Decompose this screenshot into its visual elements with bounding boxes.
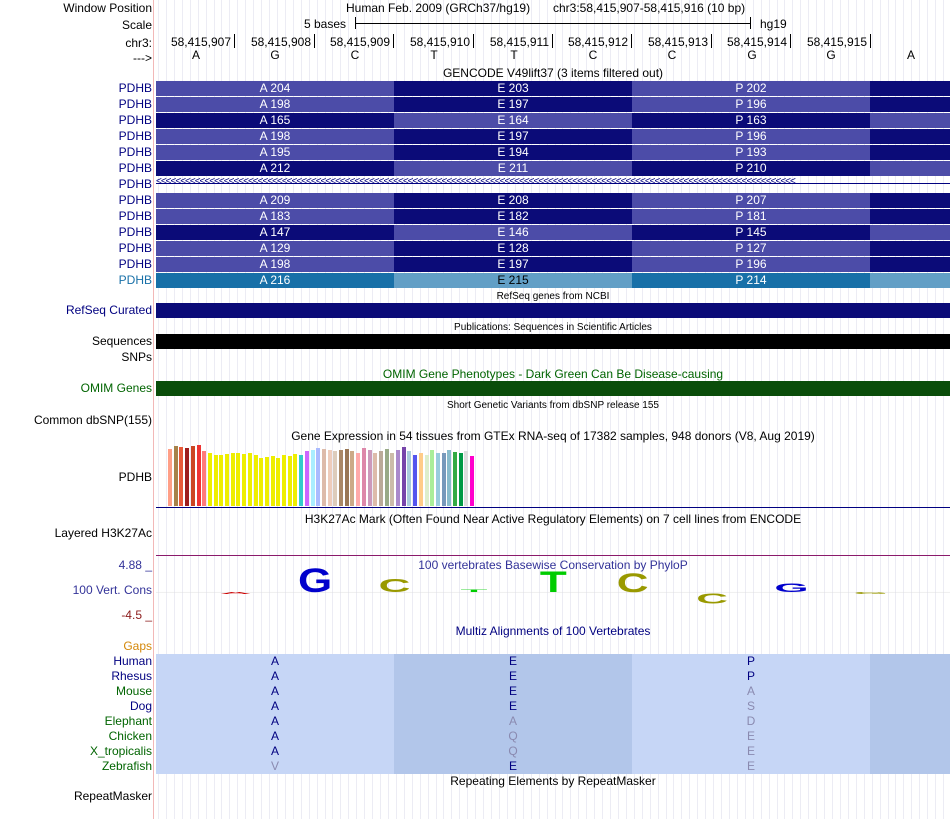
- gtex-baseline: [156, 507, 950, 508]
- gtex-tissue-bar[interactable]: [179, 447, 183, 506]
- gtex-tissue-bar[interactable]: [236, 453, 240, 506]
- alignment-block[interactable]: [870, 654, 950, 669]
- aligned-amino-acid: E: [508, 684, 517, 698]
- gtex-tissue-bar[interactable]: [447, 450, 451, 506]
- dna-base: G: [826, 48, 836, 62]
- gtex-tissue-bar[interactable]: [402, 447, 406, 506]
- amino-acid-label: E 128: [497, 241, 529, 255]
- phylop-label[interactable]: 100 Vert. Cons: [72, 583, 152, 597]
- phylop-logo[interactable]: [156, 562, 950, 620]
- gtex-tissue-bar[interactable]: [259, 458, 263, 506]
- repeatmasker-label[interactable]: RepeatMasker: [73, 789, 152, 803]
- scale-label: Scale: [121, 18, 152, 32]
- amino-acid-label: A 209: [259, 193, 291, 207]
- scale-text: 5 bases: [304, 17, 347, 31]
- amino-acid-label: E 182: [497, 209, 529, 223]
- amino-acid-label: P 163: [735, 113, 767, 127]
- aligned-amino-acid: A: [270, 744, 279, 758]
- gtex-tissue-bar[interactable]: [214, 455, 218, 506]
- ruler-coordinate: 58,415,912: [567, 35, 628, 49]
- amino-acid-label: P 207: [735, 193, 767, 207]
- amino-acid-label: E 197: [497, 257, 529, 271]
- aligned-amino-acid: P: [746, 654, 755, 668]
- scale-bar-right-cap: [750, 17, 751, 29]
- codon-segment: [870, 97, 950, 112]
- gencode-transcript-bar[interactable]: [156, 241, 950, 256]
- gtex-tissue-bar[interactable]: [254, 455, 258, 506]
- amino-acid-label: E 197: [497, 129, 529, 143]
- dna-base: C: [350, 48, 360, 62]
- omim-label[interactable]: OMIM Genes: [80, 381, 152, 395]
- scale-bar: [355, 23, 751, 24]
- dbsnp-track-title[interactable]: Short Genetic Variants from dbSNP release 155: [447, 400, 659, 411]
- aligned-amino-acid: A: [270, 654, 279, 668]
- species-label[interactable]: Mouse: [115, 684, 152, 698]
- aligned-amino-acid: E: [508, 654, 517, 668]
- amino-acid-label: A 198: [259, 97, 291, 111]
- gtex-tissue-bar[interactable]: [459, 453, 463, 506]
- window-position-label: Window Position: [63, 1, 152, 15]
- species-label[interactable]: Rhesus: [111, 669, 152, 683]
- aligned-amino-acid: P: [746, 669, 755, 683]
- gtex-tissue-bar[interactable]: [276, 458, 280, 506]
- gtex-tissue-bar[interactable]: [379, 451, 383, 506]
- omim-track-title[interactable]: OMIM Gene Phenotypes - Dark Green Can Be Disease-causing: [382, 367, 724, 381]
- gtex-tissue-bar[interactable]: [231, 453, 235, 506]
- publications-label[interactable]: Sequences: [91, 334, 152, 348]
- alignment-block[interactable]: [870, 684, 950, 699]
- amino-acid-label: P 145: [735, 225, 767, 239]
- phylop-ymax: 4.88 _: [118, 558, 152, 572]
- aligned-amino-acid: A: [270, 684, 279, 698]
- phylop-letter: T: [460, 589, 488, 593]
- alignment-block[interactable]: [870, 699, 950, 714]
- gtex-tissue-bar[interactable]: [385, 449, 389, 506]
- multiz-track-title[interactable]: Multiz Alignments of 100 Vertebrates: [455, 624, 651, 638]
- dna-base: G: [270, 48, 280, 62]
- gtex-tissue-bar[interactable]: [299, 455, 303, 506]
- amino-acid-label: P 196: [735, 257, 767, 271]
- gtex-tissue-bar[interactable]: [453, 452, 457, 506]
- h3k27ac-track-title[interactable]: H3K27Ac Mark (Often Found Near Active Regulatory Elements) on 7 cell lines from ENCODE: [304, 512, 802, 526]
- amino-acid-label: P 193: [735, 145, 767, 159]
- gtex-tissue-bar[interactable]: [470, 456, 474, 506]
- ruler-coordinate: 58,415,914: [726, 35, 787, 49]
- amino-acid-label: P 181: [735, 209, 767, 223]
- amino-acid-label: A 198: [259, 257, 291, 271]
- species-label[interactable]: Human: [113, 654, 152, 668]
- gtex-tissue-bar[interactable]: [356, 453, 360, 506]
- gencode-intron-row[interactable]: [156, 177, 950, 191]
- assembly-text[interactable]: Human Feb. 2009 (GRCh37/hg19): [346, 1, 531, 15]
- gencode-transcript-bar[interactable]: [156, 129, 950, 144]
- amino-acid-label: E 194: [497, 145, 529, 159]
- gtex-tissue-bar[interactable]: [413, 455, 417, 506]
- phylop-letter: T: [539, 565, 567, 599]
- gtex-tissue-bar[interactable]: [311, 450, 315, 506]
- amino-acid-label: E 215: [497, 273, 529, 287]
- gtex-tissue-bar[interactable]: [464, 451, 468, 506]
- h3k27ac-label[interactable]: Layered H3K27Ac: [54, 526, 152, 540]
- gtex-tissue-bar[interactable]: [288, 456, 292, 506]
- amino-acid-label: P 196: [735, 97, 767, 111]
- amino-acid-label: E 208: [497, 193, 529, 207]
- db-label: hg19: [760, 17, 787, 31]
- dna-base: T: [510, 48, 518, 62]
- ruler-tick: [870, 34, 871, 48]
- ruler-coordinate: 58,415,913: [647, 35, 708, 49]
- codon-segment: [870, 241, 950, 256]
- gtex-tissue-bar[interactable]: [390, 453, 394, 506]
- gencode-transcript-bar[interactable]: [156, 193, 950, 208]
- ruler-coordinate: 58,415,909: [329, 35, 390, 49]
- amino-acid-label: P 127: [735, 241, 767, 255]
- gtex-tissue-bar[interactable]: [333, 451, 337, 506]
- amino-acid-label: P 196: [735, 129, 767, 143]
- aligned-amino-acid: E: [508, 669, 517, 683]
- species-label[interactable]: X_tropicalis: [89, 744, 152, 758]
- gtex-tissue-bar[interactable]: [419, 453, 423, 506]
- amino-acid-label: A 204: [259, 81, 291, 95]
- gtex-tissue-bar[interactable]: [322, 449, 326, 506]
- dna-base: A: [191, 48, 200, 62]
- amino-acid-label: A 212: [259, 161, 291, 175]
- gtex-tissue-bar[interactable]: [362, 448, 366, 506]
- aligned-amino-acid: V: [270, 759, 279, 773]
- ruler-coordinate: 58,415,907: [170, 35, 231, 49]
- gtex-tissue-bar[interactable]: [168, 449, 172, 506]
- aligned-amino-acid: A: [270, 699, 279, 713]
- codon-segment: [870, 225, 950, 240]
- gtex-tissue-bar[interactable]: [271, 456, 275, 506]
- codon-segment: [870, 145, 950, 160]
- gtex-tissue-bar[interactable]: [225, 454, 229, 506]
- publications-track-title[interactable]: Publications: Sequences in Scientific Articles: [454, 322, 652, 333]
- amino-acid-label: A 165: [259, 113, 291, 127]
- dna-base: A: [906, 48, 915, 62]
- aligned-amino-acid: S: [746, 699, 755, 713]
- gencode-row-label[interactable]: PDHB: [118, 273, 152, 287]
- species-label[interactable]: Zebrafish: [101, 759, 152, 773]
- gencode-row-label[interactable]: PDHB: [118, 97, 152, 111]
- gtex-tissue-bar[interactable]: [373, 453, 377, 506]
- codon-segment: [870, 257, 950, 272]
- gencode-transcript-bar[interactable]: [156, 145, 950, 160]
- gencode-intron-label[interactable]: PDHB: [118, 177, 152, 191]
- omim-bar[interactable]: [156, 381, 950, 396]
- amino-acid-label: E 197: [497, 97, 529, 111]
- gencode-row-label[interactable]: PDHB: [118, 193, 152, 207]
- gencode-row-label[interactable]: PDHB: [118, 145, 152, 159]
- gtex-tissue-bar[interactable]: [350, 451, 354, 506]
- gencode-track-title[interactable]: GENCODE V49lift37 (3 items filtered out): [442, 66, 664, 80]
- phylop-letter: A: [219, 591, 252, 595]
- gtex-tissue-bar[interactable]: [185, 448, 189, 506]
- codon-segment: [870, 273, 950, 288]
- gencode-row-label[interactable]: PDHB: [118, 209, 152, 223]
- alignment-block[interactable]: [870, 669, 950, 684]
- gtex-tissue-bar[interactable]: [407, 451, 411, 506]
- gtex-tissue-bar[interactable]: [248, 453, 252, 506]
- amino-acid-label: A 216: [259, 273, 291, 287]
- gtex-tissue-bar[interactable]: [191, 446, 195, 506]
- gencode-transcript-bar[interactable]: [156, 113, 950, 128]
- phylop-letter: G: [774, 581, 809, 595]
- ruler-coordinate: 58,415,911: [489, 35, 549, 49]
- gtex-tissue-bar[interactable]: [208, 453, 212, 506]
- gencode-transcript-bar[interactable]: [156, 225, 950, 240]
- gtex-tissue-bar[interactable]: [430, 450, 434, 506]
- codon-segment: [870, 113, 950, 128]
- aligned-amino-acid: E: [508, 699, 517, 713]
- aligned-amino-acid: Q: [508, 729, 518, 743]
- gtex-tissue-bar[interactable]: [197, 445, 201, 506]
- phylop-track-title[interactable]: 100 vertebrates Basewise Conservation by PhyloP: [418, 558, 688, 572]
- dbsnp-label[interactable]: Common dbSNP(155): [33, 413, 152, 427]
- aligned-amino-acid: Q: [508, 744, 518, 758]
- ruler-coordinate: 58,415,915: [806, 35, 867, 49]
- amino-acid-label: A 147: [259, 225, 291, 239]
- gtex-tissue-bar[interactable]: [396, 450, 400, 506]
- aligned-amino-acid: E: [746, 759, 755, 773]
- gencode-row-label[interactable]: PDHB: [118, 241, 152, 255]
- gtex-tissue-bar[interactable]: [368, 450, 372, 506]
- codon-segment: [870, 209, 950, 224]
- gtex-bar-chart[interactable]: [168, 444, 538, 506]
- gencode-transcript-bar[interactable]: [156, 97, 950, 112]
- amino-acid-label: P 202: [735, 81, 767, 95]
- amino-acid-label: A 198: [259, 129, 291, 143]
- alignment-block[interactable]: [870, 714, 950, 729]
- snps-label[interactable]: SNPs: [121, 350, 152, 364]
- dna-base: T: [430, 48, 438, 62]
- gencode-row-label[interactable]: PDHB: [118, 81, 152, 95]
- amino-acid-label: A 129: [259, 241, 291, 255]
- gtex-tissue-bar[interactable]: [425, 455, 429, 506]
- aligned-amino-acid: A: [508, 714, 517, 728]
- refseq-gene-bar[interactable]: [156, 303, 950, 318]
- gtex-tissue-bar[interactable]: [305, 451, 309, 506]
- aligned-amino-acid: A: [270, 729, 279, 743]
- phylop-letter: G: [297, 562, 333, 601]
- amino-acid-label: E 164: [497, 113, 529, 127]
- aligned-amino-acid: D: [746, 714, 756, 728]
- codon-segment: [870, 161, 950, 176]
- aligned-amino-acid: E: [508, 759, 517, 773]
- aligned-amino-acid: E: [746, 744, 755, 758]
- species-label[interactable]: Elephant: [104, 714, 152, 728]
- codon-segment: [870, 129, 950, 144]
- amino-acid-label: A 195: [259, 145, 291, 159]
- chrom-label: chr3:: [125, 36, 152, 50]
- gencode-row-label[interactable]: PDHB: [118, 113, 152, 127]
- gencode-transcript-bar[interactable]: [156, 161, 950, 176]
- publications-bar[interactable]: [156, 334, 950, 349]
- gencode-row-label[interactable]: PDHB: [118, 225, 152, 239]
- dna-base: C: [667, 48, 677, 62]
- phylop-letter: G: [853, 591, 889, 595]
- alignment-block[interactable]: [870, 729, 950, 744]
- gencode-row-label[interactable]: PDHB: [118, 257, 152, 271]
- amino-acid-label: E 146: [497, 225, 529, 239]
- aligned-amino-acid: A: [270, 714, 279, 728]
- amino-acid-label: P 214: [735, 273, 767, 287]
- repeatmasker-track-title[interactable]: Repeating Elements by RepeatMasker: [450, 774, 656, 788]
- gtex-tissue-bar[interactable]: [316, 448, 320, 506]
- gencode-row-label[interactable]: PDHB: [118, 129, 152, 143]
- codon-segment: [870, 193, 950, 208]
- alignment-block[interactable]: [870, 744, 950, 759]
- gtex-tissue-bar[interactable]: [174, 446, 178, 506]
- gtex-tissue-bar[interactable]: [293, 454, 297, 506]
- ruler-coordinate: 58,415,910: [409, 35, 470, 49]
- codon-segment: [870, 81, 950, 96]
- track-left-border: [153, 0, 154, 819]
- aligned-amino-acid: A: [270, 669, 279, 683]
- species-label[interactable]: Chicken: [108, 729, 152, 743]
- intron-arrows: <<<<<<<<<<<<<<<<<<<<<<<<<<<<<<<<<<<<<<<<<<<<<<<<<<<<<<<<<<<<<<<<<<<<<<<<<<<<<<<<<<<<<<<<<<<<<<<<<<<<<<<<<<<<<<<<<<<<<<<<<<<<<<<<<<<<: [156, 177, 795, 187]
- amino-acid-label: E 203: [497, 81, 529, 95]
- position-text[interactable]: chr3:58,415,907-58,415,916 (10 bp): [553, 1, 746, 15]
- dna-base: C: [588, 48, 598, 62]
- gencode-transcript-bar[interactable]: [156, 209, 950, 224]
- strand-label[interactable]: --->: [133, 51, 152, 65]
- gtex-tissue-bar[interactable]: [328, 450, 332, 506]
- phylop-ymin: -4.5 _: [121, 608, 152, 622]
- aligned-amino-acid: E: [746, 729, 755, 743]
- gtex-tissue-bar[interactable]: [242, 454, 246, 506]
- amino-acid-label: P 210: [735, 161, 767, 175]
- gtex-tissue-bar[interactable]: [265, 457, 269, 506]
- aligned-amino-acid: A: [746, 684, 755, 698]
- h3k27ac-baseline: [156, 555, 950, 556]
- gtex-tissue-bar[interactable]: [345, 449, 349, 506]
- gencode-transcript-bar[interactable]: [156, 273, 950, 288]
- dna-base: G: [747, 48, 757, 62]
- phylop-letter: C: [616, 568, 649, 599]
- gtex-label[interactable]: PDHB: [118, 470, 152, 484]
- amino-acid-label: E 211: [497, 161, 529, 175]
- gtex-tissue-bar[interactable]: [202, 451, 206, 506]
- gencode-row-label[interactable]: PDHB: [118, 161, 152, 175]
- gtex-tissue-bar[interactable]: [282, 455, 286, 506]
- phylop-letter: C: [696, 589, 728, 607]
- gtex-tissue-bar[interactable]: [442, 453, 446, 506]
- ruler-coordinate: 58,415,908: [250, 35, 311, 49]
- gencode-transcript-bar[interactable]: [156, 81, 950, 96]
- phylop-letter: C: [378, 576, 411, 597]
- gtex-tissue-bar[interactable]: [219, 455, 223, 506]
- refseq-track-title[interactable]: RefSeq genes from NCBI: [496, 291, 610, 302]
- gtex-tissue-bar[interactable]: [436, 453, 440, 506]
- gtex-tissue-bar[interactable]: [339, 450, 343, 506]
- gtex-track-title[interactable]: Gene Expression in 54 tissues from GTEx RNA-seq of 17382 samples, 948 donors (V8, Aug 2019): [291, 429, 815, 443]
- alignment-block[interactable]: [870, 759, 950, 774]
- gencode-transcript-bar[interactable]: [156, 257, 950, 272]
- refseq-label[interactable]: RefSeq Curated: [65, 303, 152, 317]
- amino-acid-label: A 183: [259, 209, 291, 223]
- gaps-label[interactable]: Gaps: [123, 639, 152, 653]
- species-label[interactable]: Dog: [129, 699, 152, 713]
